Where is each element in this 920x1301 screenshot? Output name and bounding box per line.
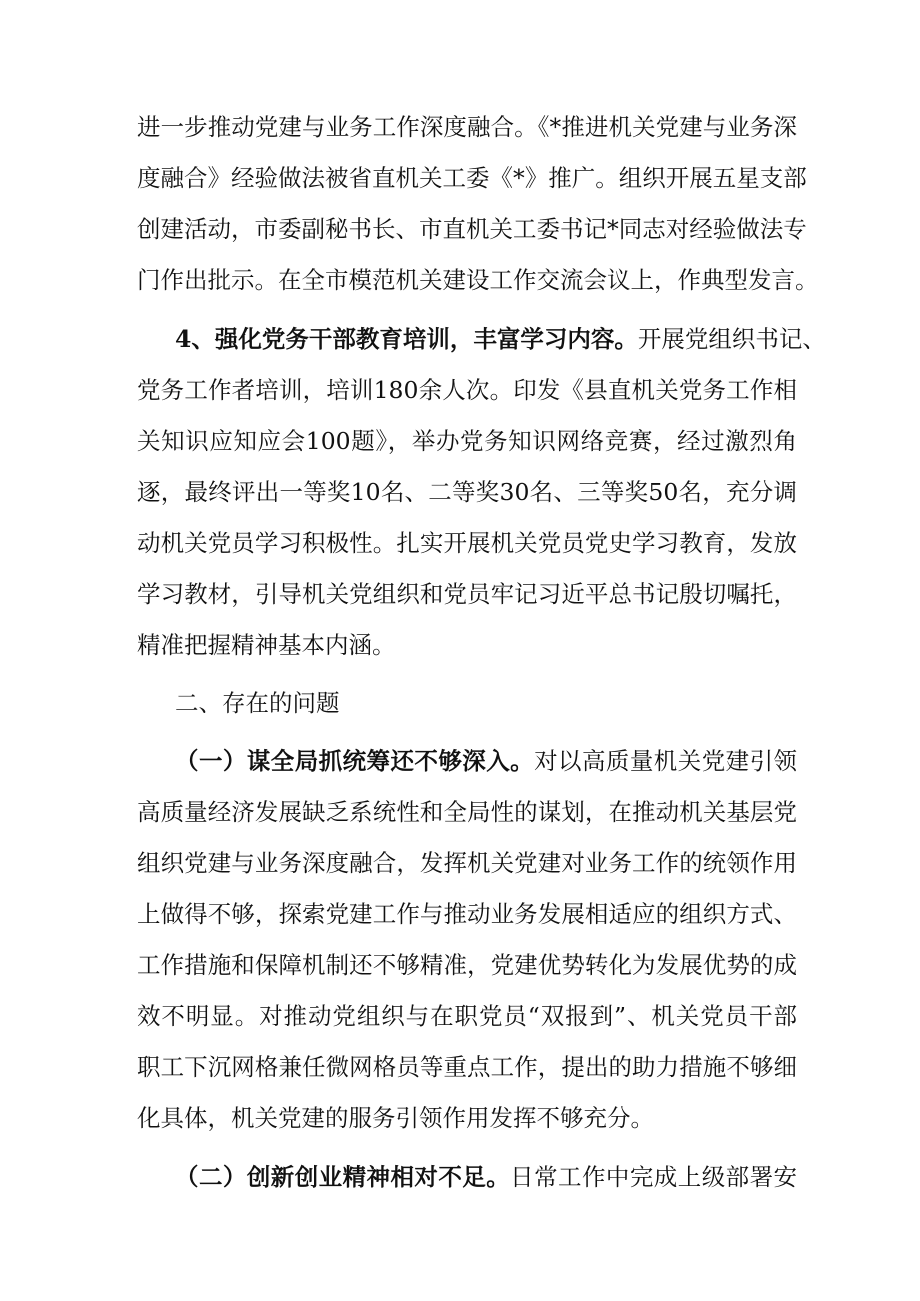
paragraph-1-line-2: 度融合》经验做法被省直机关工委《*》推广。组织开展五星支部	[137, 164, 807, 192]
paragraph-2-line-5: 动机关党员学习积极性。扎实开展机关党员党史学习教育，发放	[137, 529, 797, 557]
paragraph-3-line-3: 组织党建与业务深度融合，发挥机关党建对业务工作的统领作用	[137, 849, 797, 877]
section-heading: 二、存在的问题	[175, 689, 340, 717]
paragraph-1-line-3: 创建活动，市委副秘书长、市直机关工委书记*同志对经验做法专	[137, 215, 807, 243]
paragraph-3-line-8: 化具体，机关党建的服务引领作用发挥不够充分。	[137, 1104, 654, 1132]
paragraph-2-line-3: 关知识应知应会100题》，举办党务知识网络竞赛，经过激烈角	[137, 427, 797, 455]
paragraph-2-line-1	[175, 319, 826, 359]
paragraph-2-line-6: 学习教材，引导机关党组织和党员牢记习近平总书记殷切嘱托，	[137, 580, 797, 608]
paragraph-3-first-line-rest: 对以高质量机关党建引领	[534, 747, 798, 775]
paragraph-2-bold-lead: 4、强化党务干部教育培训，丰富学习内容。	[175, 325, 638, 353]
paragraph-2-first-line-rest: 开展党组织书记、	[637, 325, 826, 353]
paragraph-2-line-4: 逐，最终评出一等奖10名、二等奖30名、三等奖50名，充分调	[137, 478, 797, 506]
paragraph-3-line-5: 工作措施和保障机制还不够精准，党建优势转化为发展优势的成	[137, 951, 797, 979]
paragraph-1-line-1: 进一步推动党建与业务工作深度融合。《*推进机关党建与业务深	[137, 113, 797, 141]
paragraph-3-bold-lead: （一）谋全局抓统筹还不够深入。	[175, 747, 535, 775]
paragraph-1-line-4: 门作出批示。在全市模范机关建设工作交流会议上，作典型发言。	[137, 266, 819, 294]
paragraph-3-line-4: 上做得不够，探索党建工作与推动业务发展相适应的组织方式、	[137, 900, 797, 928]
paragraph-3-line-6: 效不明显。对推动党组织与在职党员“双报到”、机关党员干部	[137, 1002, 797, 1030]
paragraph-3-line-7: 职工下沉网格兼任微网格员等重点工作，提出的助力措施不够细	[137, 1053, 797, 1081]
paragraph-3-line-2: 高质量经济发展缺乏系统性和全局性的谋划，在推动机关基层党	[137, 798, 797, 826]
paragraph-4-line-1	[175, 1157, 797, 1197]
paragraph-2-line-2: 党务工作者培训，培训180余人次。印发《县直机关党务工作相	[137, 376, 797, 404]
paragraph-3-line-1	[175, 741, 797, 781]
paragraph-4-bold-lead: （二）创新创业精神相对不足。	[175, 1163, 511, 1191]
paragraph-2-line-7: 精准把握精神基本内涵。	[137, 631, 396, 659]
paragraph-4-first-line-rest: 日常工作中完成上级部署安	[510, 1163, 798, 1191]
